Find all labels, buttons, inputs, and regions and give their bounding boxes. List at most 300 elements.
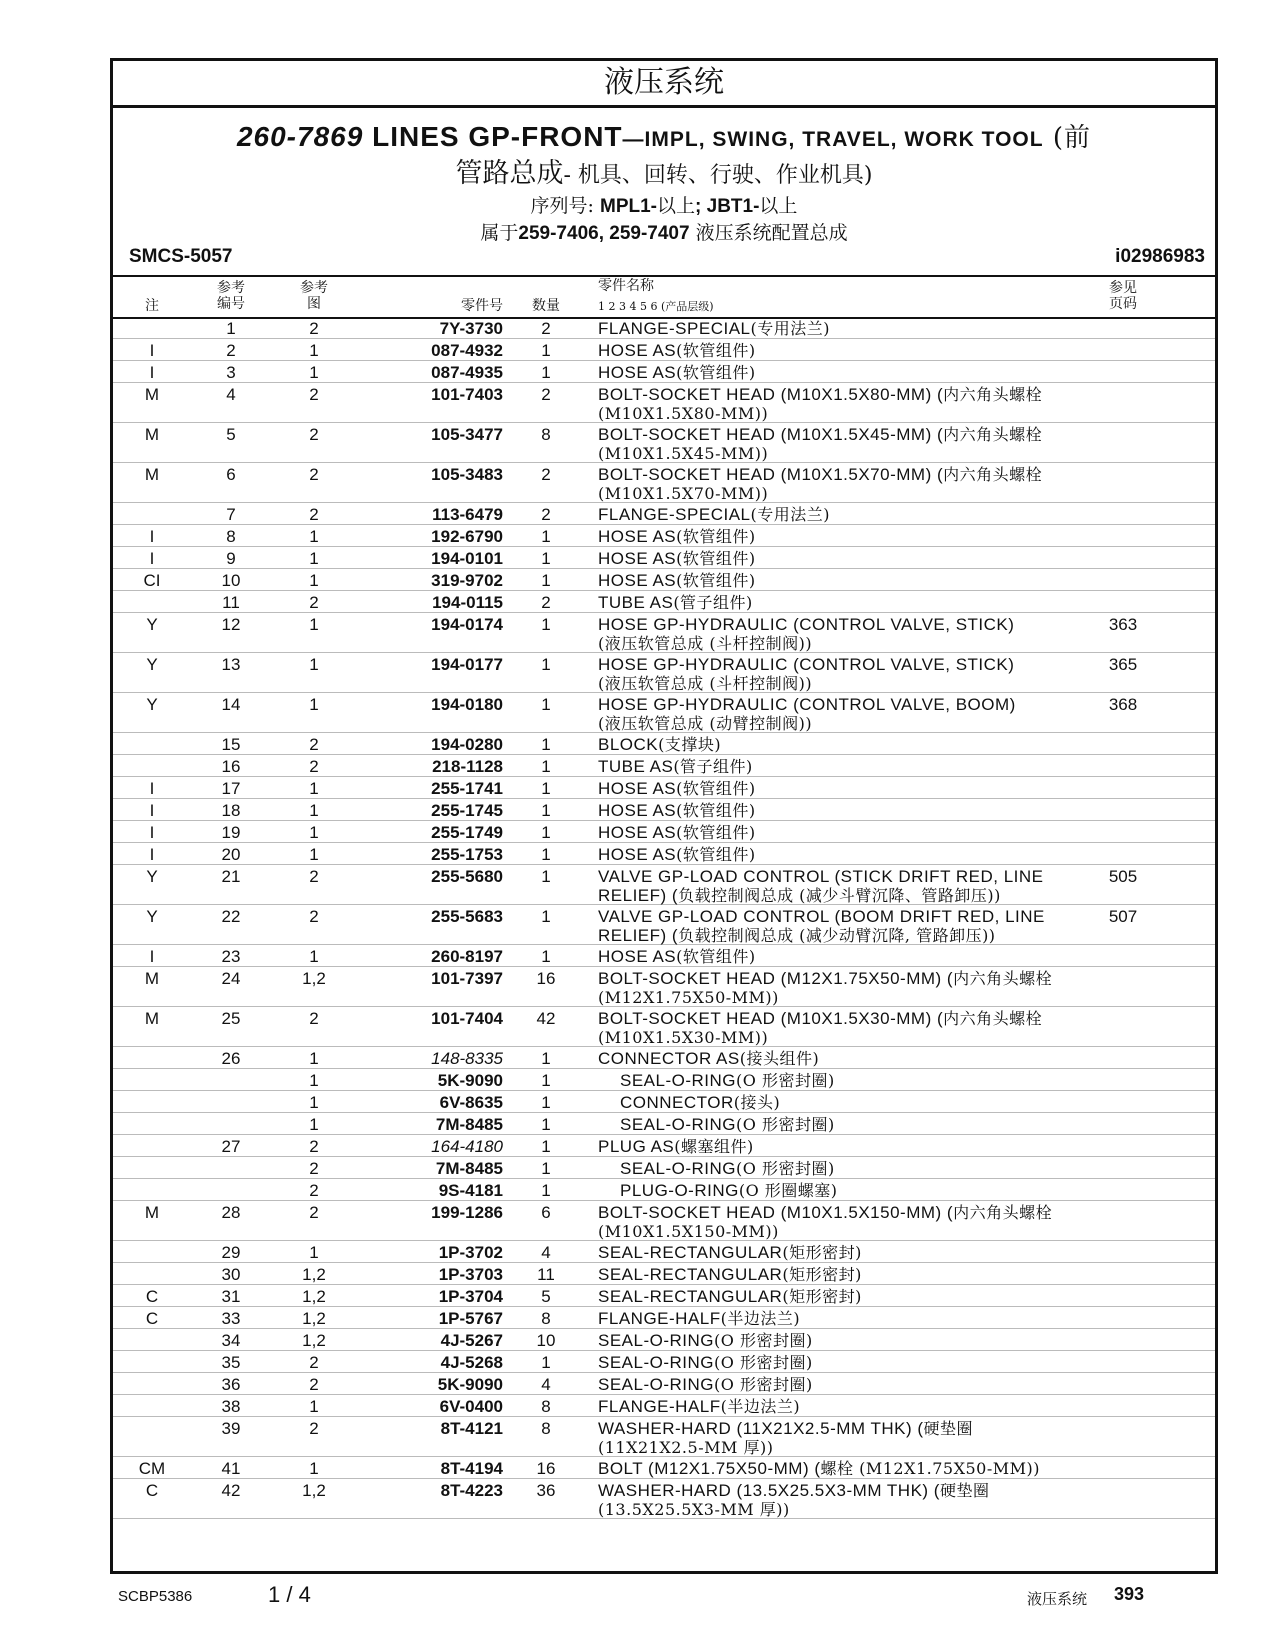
- part-name-en: HOSE AS: [598, 363, 677, 382]
- part-name-cn: (O 形圈螺塞): [738, 1181, 838, 1200]
- ref-figure-cell: 2: [309, 1419, 319, 1438]
- page-frame: [110, 58, 1218, 1574]
- quantity-cell: 1: [541, 695, 551, 714]
- section-title: 液压系统: [113, 61, 1215, 108]
- ref-figure-cell: 2: [309, 319, 319, 338]
- note-cell: CI: [143, 571, 161, 590]
- part-name-cn: (管子组件): [673, 757, 753, 776]
- col-fig-1: 参考: [300, 280, 328, 296]
- table-row: [113, 1329, 1215, 1351]
- part-name-cn: 螺栓 (M12X1.75X50-MM)): [820, 1459, 1040, 1478]
- part-name-cn: 内六角头螺栓: [953, 969, 1053, 988]
- part-name-cn: (专用法兰): [750, 319, 830, 338]
- part-name-cn-cont: (M12X1.75X50-MM)): [598, 988, 779, 1007]
- part-name-cell: [598, 1331, 1088, 1350]
- quantity-cell: 1: [541, 1137, 551, 1156]
- part-name-en: BOLT-SOCKET HEAD (M10X1.5X45-MM) (: [598, 425, 944, 444]
- ref-number-cell: 42: [221, 1481, 241, 1500]
- ref-figure-cell: 2: [309, 757, 319, 776]
- ref-number-cell: 27: [221, 1137, 241, 1156]
- part-name-cn-cont: (M10X1.5X80-MM)): [598, 404, 769, 423]
- ref-number-cell: 7: [226, 505, 236, 524]
- part-name-cell: [598, 593, 1088, 612]
- part-name-en: SEAL-O-RING: [598, 1375, 715, 1394]
- ref-figure-cell: 1: [309, 947, 319, 966]
- part-name-en: BOLT (M12X1.75X50-MM) (: [598, 1459, 821, 1478]
- ref-number-cell: 19: [221, 823, 241, 842]
- part-name-en: CONNECTOR: [620, 1093, 734, 1112]
- smcs-code: SMCS-5057: [129, 246, 233, 267]
- ref-number-cell: 1: [226, 319, 236, 338]
- note-cell: Y: [146, 867, 158, 886]
- ref-number-cell: 41: [221, 1459, 241, 1478]
- table-row: [113, 843, 1215, 865]
- ref-figure-cell: 2: [309, 1137, 319, 1156]
- part-name-cn-cont: (液压软管总成 (动臂控制阀)): [598, 714, 813, 733]
- ref-figure-cell: 1: [309, 1459, 319, 1478]
- part-name-en: FLANGE-SPECIAL: [598, 319, 751, 338]
- part-name-cell: [598, 1309, 1088, 1328]
- table-row: [113, 865, 1215, 905]
- part-name-en: HOSE GP-HYDRAULIC (CONTROL VALVE, STICK): [598, 655, 1015, 674]
- part-name-en: HOSE AS: [598, 801, 677, 820]
- ref-figure-cell: 2: [309, 1375, 319, 1394]
- part-name-cn-cont: (M10X1.5X45-MM)): [598, 444, 769, 463]
- part-name-en: HOSE AS: [598, 341, 677, 360]
- ref-number-cell: 17: [221, 779, 241, 798]
- part-number-cell: 194-0101: [431, 549, 503, 568]
- ref-figure-cell: 1: [309, 1397, 319, 1416]
- quantity-cell: 16: [536, 969, 556, 988]
- ref-number-cell: 11: [222, 593, 240, 612]
- quantity-cell: 1: [541, 341, 551, 360]
- table-row: [113, 423, 1215, 463]
- note-cell: M: [144, 425, 160, 444]
- part-name-cell: [598, 1137, 1088, 1156]
- col-page-2: 页码: [1109, 296, 1137, 312]
- table-row: [113, 905, 1215, 945]
- part-name-cn: (管子组件): [673, 593, 753, 612]
- table-row: [113, 1135, 1215, 1157]
- ref-number-cell: 6: [226, 465, 236, 484]
- ref-figure-cell: 1: [309, 845, 319, 864]
- ref-number-cell: 38: [221, 1397, 241, 1416]
- part-name-cell: [598, 1353, 1088, 1372]
- part-name-cn: 内六角头螺栓: [943, 385, 1043, 404]
- ref-number-cell: 22: [221, 907, 241, 926]
- table-row: [113, 591, 1215, 613]
- part-name-cell: [598, 695, 1088, 733]
- part-number-cell: 101-7404: [431, 1009, 503, 1028]
- note-cell: I: [149, 801, 155, 820]
- ref-number-cell: 34: [221, 1331, 241, 1350]
- quantity-cell: 1: [541, 947, 551, 966]
- ref-figure-cell: 1,2: [302, 1287, 326, 1306]
- title-line-1: [113, 120, 1215, 157]
- table-row: [113, 777, 1215, 799]
- col-page-1: 参见: [1109, 280, 1137, 296]
- ref-number-cell: 33: [221, 1309, 241, 1328]
- smcs-row: [129, 246, 1205, 274]
- ref-number-cell: 35: [221, 1353, 241, 1372]
- part-name-cell: [598, 1481, 1088, 1519]
- part-name-cell: [598, 385, 1088, 423]
- part-name-en: HOSE AS: [598, 823, 677, 842]
- quantity-cell: 1: [541, 655, 551, 674]
- part-name-cn: 内六角头螺栓: [943, 425, 1043, 444]
- table-row: [113, 1007, 1215, 1047]
- quantity-cell: 1: [541, 801, 551, 820]
- part-name-cn: (软管组件): [676, 549, 756, 568]
- ref-figure-cell: 2: [309, 735, 319, 754]
- table-row: [113, 755, 1215, 777]
- ref-figure-cell: 2: [309, 505, 319, 524]
- table-row: [113, 693, 1215, 733]
- note-cell: I: [149, 947, 155, 966]
- ref-number-cell: 8: [226, 527, 236, 546]
- col-ref-2: 编号: [217, 296, 245, 312]
- ref-figure-cell: 2: [309, 907, 319, 926]
- ref-figure-cell: 2: [309, 867, 319, 886]
- footer-section: 液压系统: [1027, 1590, 1088, 1608]
- quantity-cell: 5: [541, 1287, 551, 1306]
- table-row: [113, 1201, 1215, 1241]
- part-number-cell: 1P-5767: [438, 1309, 503, 1328]
- ref-figure-cell: 1,2: [302, 1265, 326, 1284]
- part-name-cell: [598, 1049, 1088, 1068]
- part-number-cell: 4J-5268: [440, 1353, 503, 1372]
- part-name-en: BOLT-SOCKET HEAD (M10X1.5X80-MM) (: [598, 385, 944, 404]
- note-cell: C: [145, 1309, 159, 1328]
- quantity-cell: 1: [541, 867, 551, 886]
- table-row: [113, 361, 1215, 383]
- part-name-cell: [598, 1243, 1088, 1262]
- quantity-cell: 8: [541, 1397, 551, 1416]
- serial-label: 序列号:: [530, 195, 600, 217]
- belongs-line: [113, 220, 1215, 247]
- quantity-cell: 1: [541, 1353, 551, 1372]
- note-cell: M: [144, 969, 160, 988]
- ref-figure-cell: 2: [309, 593, 319, 612]
- part-name-en: TUBE AS: [598, 757, 674, 776]
- quantity-cell: 1: [541, 823, 551, 842]
- part-number-cell: 101-7403: [431, 385, 503, 404]
- part-name-en: SEAL-O-RING: [598, 1353, 715, 1372]
- part-name-en: BOLT-SOCKET HEAD (M10X1.5X150-MM) (: [598, 1203, 954, 1222]
- part-number-cell: 194-0115: [432, 593, 503, 612]
- table-row: [113, 1285, 1215, 1307]
- ref-number-cell: 9: [226, 549, 236, 568]
- quantity-cell: 1: [541, 1093, 551, 1112]
- ref-number-cell: 31: [221, 1287, 241, 1306]
- part-name-cell: [598, 615, 1088, 653]
- part-name-en: BLOCK: [598, 735, 659, 754]
- ref-number-cell: 14: [221, 695, 241, 714]
- serial-b-cn: 以上: [759, 195, 798, 217]
- table-header: [113, 275, 1215, 319]
- part-name-en: HOSE GP-HYDRAULIC (CONTROL VALVE, BOOM): [598, 695, 1016, 714]
- quantity-cell: 1: [541, 757, 551, 776]
- part-name-cn: (半边法兰): [720, 1397, 801, 1416]
- part-name-cn: (软管组件): [676, 947, 756, 966]
- ref-number-cell: 25: [221, 1009, 241, 1028]
- part-name-cn: (O 形密封圈): [736, 1159, 835, 1178]
- part-name-cell: [598, 655, 1088, 693]
- group-name-cn: 管路总成: [455, 158, 564, 189]
- part-name-cell: [598, 801, 1088, 820]
- table-row: [113, 1457, 1215, 1479]
- ref-figure-cell: 1: [309, 1243, 319, 1262]
- quantity-cell: 6: [541, 1203, 551, 1222]
- table-row: [113, 1179, 1215, 1201]
- ref-figure-cell: 1,2: [302, 1331, 326, 1350]
- table-row: [113, 383, 1215, 423]
- quantity-cell: 1: [541, 1049, 551, 1068]
- part-name-en-cont: RELIEF) (: [598, 886, 679, 905]
- part-name-cell: [598, 549, 1088, 568]
- serial-b: JBT1-: [706, 196, 760, 217]
- ref-number-cell: 36: [221, 1375, 241, 1394]
- note-cell: CM: [138, 1459, 166, 1478]
- part-number-cell: 087-4932: [431, 341, 503, 360]
- quantity-cell: 1: [541, 1159, 551, 1178]
- part-name-cn: (软管组件): [676, 527, 756, 546]
- table-row: [113, 1091, 1215, 1113]
- ref-figure-cell: 2: [309, 1203, 319, 1222]
- part-number-cell: 255-5680: [431, 867, 503, 886]
- table-row: [113, 967, 1215, 1007]
- part-name-cell: [598, 823, 1088, 842]
- ref-number-cell: 24: [221, 969, 241, 988]
- part-name-cn: (支撑块): [658, 735, 722, 754]
- quantity-cell: 1: [541, 571, 551, 590]
- table-row: [113, 503, 1215, 525]
- note-cell: I: [149, 845, 155, 864]
- part-number-cell: 101-7397: [431, 969, 503, 988]
- table-row: [113, 1157, 1215, 1179]
- part-name-cell: [598, 465, 1088, 503]
- note-cell: Y: [146, 655, 158, 674]
- part-name-cn-cont: (M10X1.5X30-MM)): [598, 1028, 769, 1047]
- part-number-cell: 319-9702: [431, 571, 503, 590]
- note-cell: I: [149, 779, 155, 798]
- ref-number-cell: 29: [221, 1243, 241, 1262]
- part-name-en: HOSE AS: [598, 779, 677, 798]
- note-cell: I: [149, 363, 155, 382]
- belongs-suffix: 液压系统配置总成: [689, 222, 848, 244]
- ref-number-cell: 5: [226, 425, 236, 444]
- table-row: [113, 1241, 1215, 1263]
- ref-number-cell: 16: [221, 757, 241, 776]
- part-number-cell: 194-0174: [431, 615, 503, 634]
- quantity-cell: 16: [536, 1459, 556, 1478]
- group-name-cn-open: (前: [1043, 123, 1092, 153]
- quantity-cell: 8: [541, 425, 551, 444]
- footer-page-number: 393: [1114, 1584, 1145, 1604]
- col-desc-1: 零件名称: [598, 278, 654, 294]
- table-row: [113, 339, 1215, 361]
- part-name-cell: [620, 1093, 1110, 1112]
- part-name-cn: (O 形密封圈): [714, 1375, 813, 1394]
- part-name-cell: [598, 779, 1088, 798]
- col-qty: 数量: [532, 298, 560, 314]
- part-number-cell: 9S-4181: [438, 1181, 503, 1200]
- part-name-en-cont: RELIEF) (: [598, 926, 679, 945]
- ref-figure-cell: 2: [309, 1353, 319, 1372]
- group-name-en-sub: —IMPL, SWING, TRAVEL, WORK TOOL: [622, 128, 1044, 151]
- note-cell: I: [149, 823, 155, 842]
- ref-number-cell: 39: [221, 1419, 241, 1438]
- table-row: [113, 317, 1215, 339]
- quantity-cell: 1: [541, 735, 551, 754]
- col-note: 注: [145, 298, 159, 314]
- note-cell: M: [144, 1203, 160, 1222]
- part-name-en: FLANGE-HALF: [598, 1397, 721, 1416]
- table-row: [113, 1047, 1215, 1069]
- see-page-cell: 368: [1108, 695, 1138, 714]
- part-name-cell: [598, 341, 1088, 360]
- ref-figure-cell: 2: [309, 1009, 319, 1028]
- ref-figure-cell: 2: [309, 1159, 319, 1178]
- part-name-en: PLUG-O-RING: [620, 1181, 739, 1200]
- part-name-cell: [598, 1265, 1088, 1284]
- part-name-cn-cont: (液压软管总成 (斗杆控制阀)): [598, 634, 813, 653]
- part-name-cn-cont: 负载控制阀总成 (减少动臂沉降, 管路卸压)): [678, 926, 996, 945]
- quantity-cell: 2: [541, 465, 551, 484]
- part-name-en: BOLT-SOCKET HEAD (M12X1.75X50-MM) (: [598, 969, 954, 988]
- quantity-cell: 1: [541, 845, 551, 864]
- ref-number-cell: 26: [221, 1049, 241, 1068]
- quantity-cell: 1: [541, 527, 551, 546]
- table-row: [113, 1263, 1215, 1285]
- serial-a-cn: 以上: [657, 195, 696, 217]
- see-page-cell: 507: [1108, 907, 1138, 926]
- note-cell: Y: [146, 615, 158, 634]
- part-name-cell: [620, 1181, 1110, 1200]
- part-name-en: HOSE AS: [598, 947, 677, 966]
- part-number-cell: 194-0280: [431, 735, 503, 754]
- part-name-cn-cont: (11X21X2.5-MM 厚)): [598, 1438, 774, 1457]
- part-name-cn: (软管组件): [676, 571, 756, 590]
- part-number-cell: 5K-9090: [437, 1375, 503, 1394]
- note-cell: C: [145, 1287, 159, 1306]
- table-row: [113, 569, 1215, 591]
- table-row: [113, 1395, 1215, 1417]
- col-desc-2: 1 2 3 4 5 6 (产品层级): [598, 300, 714, 313]
- part-name-cn: (软管组件): [676, 363, 756, 382]
- part-name-cell: [598, 1419, 1088, 1457]
- part-number-cell: 260-8197: [431, 947, 503, 966]
- part-number-cell: 6V-0400: [439, 1397, 503, 1416]
- part-name-cn-cont: 负载控制阀总成 (减少斗臂沉降、管路卸压)): [678, 886, 1001, 905]
- note-cell: I: [149, 341, 155, 360]
- part-name-en: TUBE AS: [598, 593, 674, 612]
- group-name-en: LINES GP-FRONT: [372, 121, 623, 152]
- table-row: [113, 463, 1215, 503]
- part-number-cell: 255-1749: [431, 823, 503, 842]
- table-row: [113, 1307, 1215, 1329]
- note-cell: M: [144, 1009, 160, 1028]
- table-row: [113, 1417, 1215, 1457]
- part-name-cn-cont: (M10X1.5X150-MM)): [598, 1222, 779, 1241]
- part-name-cn: (O 形密封圈): [714, 1331, 813, 1350]
- part-name-en: BOLT-SOCKET HEAD (M10X1.5X70-MM) (: [598, 465, 944, 484]
- part-name-cn: (O 形密封圈): [714, 1353, 813, 1372]
- ref-figure-cell: 1,2: [302, 1309, 326, 1328]
- part-number-cell: 105-3477: [431, 425, 503, 444]
- col-part: 零件号: [461, 298, 503, 314]
- table-row: [113, 547, 1215, 569]
- part-name-cell: [598, 571, 1088, 590]
- ref-number-cell: 15: [221, 735, 241, 754]
- serial-a: MPL1-: [600, 196, 657, 217]
- part-number-cell: 6V-8635: [439, 1093, 503, 1112]
- ref-figure-cell: 1: [309, 341, 319, 360]
- title-block: [113, 108, 1215, 247]
- col-fig-2: 图: [307, 296, 321, 312]
- quantity-cell: 1: [541, 1115, 551, 1134]
- part-number-cell: 194-0180: [431, 695, 503, 714]
- part-name-en: SEAL-O-RING: [598, 1331, 715, 1350]
- quantity-cell: 8: [541, 1309, 551, 1328]
- ref-figure-cell: 1: [309, 571, 319, 590]
- part-name-cn: 内六角头螺栓: [953, 1203, 1053, 1222]
- quantity-cell: 2: [541, 319, 551, 338]
- part-number-cell: 7M-8485: [435, 1159, 503, 1178]
- group-part-number: 260-7869: [236, 121, 364, 152]
- ref-figure-cell: 2: [309, 385, 319, 404]
- part-number-cell: 7M-8485: [435, 1115, 503, 1134]
- part-name-en: HOSE GP-HYDRAULIC (CONTROL VALVE, STICK): [598, 615, 1015, 634]
- part-number-cell: 8T-4194: [440, 1459, 503, 1478]
- ref-number-cell: 23: [221, 947, 241, 966]
- part-name-cell: [598, 735, 1088, 754]
- part-name-en: HOSE AS: [598, 571, 677, 590]
- part-number-cell: 218-1128: [432, 757, 503, 776]
- part-name-en: SEAL-O-RING: [620, 1071, 737, 1090]
- see-page-cell: 363: [1108, 615, 1138, 634]
- ref-figure-cell: 1,2: [302, 969, 326, 988]
- part-number-cell: 192-6790: [431, 527, 503, 546]
- part-name-cn: (接头): [733, 1093, 781, 1112]
- ref-number-cell: 21: [221, 867, 241, 886]
- part-number-cell: 7Y-3730: [439, 319, 503, 338]
- ref-figure-cell: 1: [309, 801, 319, 820]
- part-number-cell: 255-1741: [431, 779, 503, 798]
- part-name-cn: (软管组件): [676, 801, 756, 820]
- ref-number-cell: 12: [221, 615, 241, 634]
- ref-number-cell: 28: [221, 1203, 241, 1222]
- part-name-cn: (螺塞组件): [674, 1137, 754, 1156]
- part-number-cell: 5K-9090: [437, 1071, 503, 1090]
- ref-figure-cell: 1: [309, 695, 319, 714]
- ref-number-cell: 3: [226, 363, 236, 382]
- note-cell: I: [149, 527, 155, 546]
- ref-number-cell: 30: [221, 1265, 241, 1284]
- ref-figure-cell: 2: [309, 425, 319, 444]
- part-name-cell: [598, 319, 1088, 338]
- part-name-cn: (O 形密封圈): [736, 1071, 835, 1090]
- quantity-cell: 1: [541, 779, 551, 798]
- part-number-cell: 4J-5267: [440, 1331, 503, 1350]
- table-row: [113, 613, 1215, 653]
- part-number-cell: 105-3483: [431, 465, 503, 484]
- part-name-cn: 硬垫圈: [939, 1481, 990, 1500]
- table-row: [113, 1351, 1215, 1373]
- belongs-parts: 259-7406, 259-7407: [518, 223, 690, 244]
- table-row: [113, 1069, 1215, 1091]
- part-number-cell: 1P-3703: [438, 1265, 503, 1284]
